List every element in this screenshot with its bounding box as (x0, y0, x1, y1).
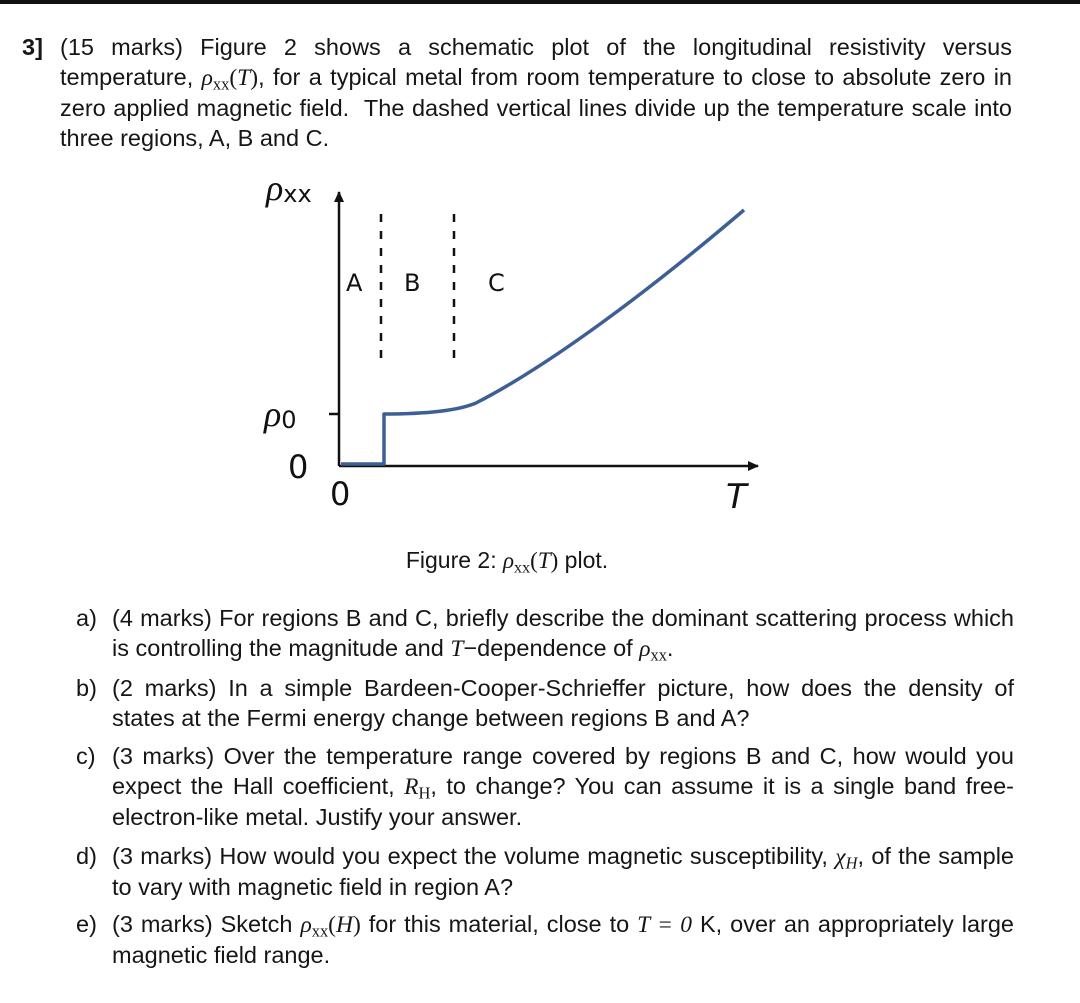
y-zero-label: 0 (288, 448, 309, 486)
part-c-label: c) (76, 743, 96, 769)
part-e-text-2: for this material, close to (368, 911, 630, 937)
caption-suffix: plot. (564, 547, 609, 573)
part-a-text-2: −dependence of (463, 635, 633, 661)
region-label-A: A (346, 269, 363, 297)
susceptibility-symbol: $\chi_H$ (835, 844, 858, 873)
T-symbol: T (450, 636, 464, 662)
caption-symbol: $\rho_{xx}(T)$ (503, 548, 559, 577)
part-a-marks: (4 marks) (112, 605, 212, 631)
rho-xx-symbol: $\rho_{xx}$ (639, 636, 667, 665)
part-e (76, 909, 1014, 970)
hall-coefficient-symbol: $R_H$ (404, 774, 431, 803)
x-axis-label: T (726, 477, 747, 517)
part-e-marks: (3 marks) (112, 911, 213, 937)
part-e-body (112, 909, 1014, 970)
part-a-label: a) (76, 605, 97, 631)
rho-xx-H-symbol: $\rho_{xx}(H)$ (300, 912, 361, 941)
figure-caption (0, 545, 1014, 576)
resistivity-curve (341, 210, 744, 464)
top-border (0, 0, 1080, 4)
part-b-label: b) (76, 675, 97, 701)
question-3 (22, 32, 1013, 151)
rho-xx-T-symbol: $\rho_{xx}(T)$ (201, 65, 259, 94)
rho0-label: ρ0 (264, 394, 297, 434)
part-a-text-1: For regions B and C, briefly describe the dominant scattering process which is controlling the magnitude and (112, 605, 1014, 661)
question-marks: (15 marks) (60, 34, 183, 60)
part-e-text-1: Sketch (220, 911, 293, 937)
T-equals-zero: T = 0 (637, 912, 693, 938)
resistivity-plot (250, 170, 790, 530)
part-c-body (112, 741, 1014, 832)
part-b-body (112, 673, 1014, 733)
part-c-text-2: , to change? You can assume it is a single band free-electron-like metal. Justify your answer. (112, 773, 1015, 830)
part-a (76, 603, 1014, 664)
part-d-label: d) (76, 843, 97, 869)
caption-prefix: Figure 2: (405, 547, 497, 573)
figure-2 (250, 170, 790, 530)
part-a-text-3: . (666, 635, 674, 661)
question-text-1: Figure 2 shows a schematic plot of the longitudinal resistivity versus temperature, (60, 34, 1012, 90)
question-text-3: The dashed vertical lines divide up the temperature scale into three regions, A, B and C. (60, 95, 1012, 151)
region-label-B: B (404, 269, 421, 297)
part-b-marks: (2 marks) (112, 675, 217, 701)
region-label-C: C (488, 269, 505, 297)
part-c-marks: (3 marks) (112, 743, 215, 769)
x-zero-label: 0 (330, 475, 351, 513)
part-d-text-1: How would you expect the volume magnetic susceptibility, (219, 843, 828, 869)
part-c-text-1: Over the temperature range covered by regions B and C, how would you expect the Hall coefficient, (112, 743, 1015, 799)
part-a-body (112, 603, 1014, 664)
part-b (76, 673, 1014, 733)
part-d-body (112, 841, 1014, 902)
part-c (76, 741, 1014, 832)
question-text-2: , for a typical metal from room temperature to close to absolute zero in zero applied magnetic field. (60, 64, 1013, 121)
part-d-marks: (3 marks) (112, 843, 213, 869)
y-axis-label: ρxx (266, 170, 312, 208)
question-intro (60, 32, 1012, 153)
question-number: 3] (22, 34, 43, 60)
part-d-text-2: , of the sample to vary with magnetic field in region A? (112, 843, 1014, 900)
part-e-label: e) (76, 911, 97, 937)
part-e-text-3: K, over an appropriately large magnetic field range. (112, 911, 1014, 968)
part-b-text: In a simple Bardeen-Cooper-Schrieffer picture, how does the density of states at the Fermi energy change between regions B and A? (112, 675, 1014, 731)
part-d (76, 841, 1014, 902)
